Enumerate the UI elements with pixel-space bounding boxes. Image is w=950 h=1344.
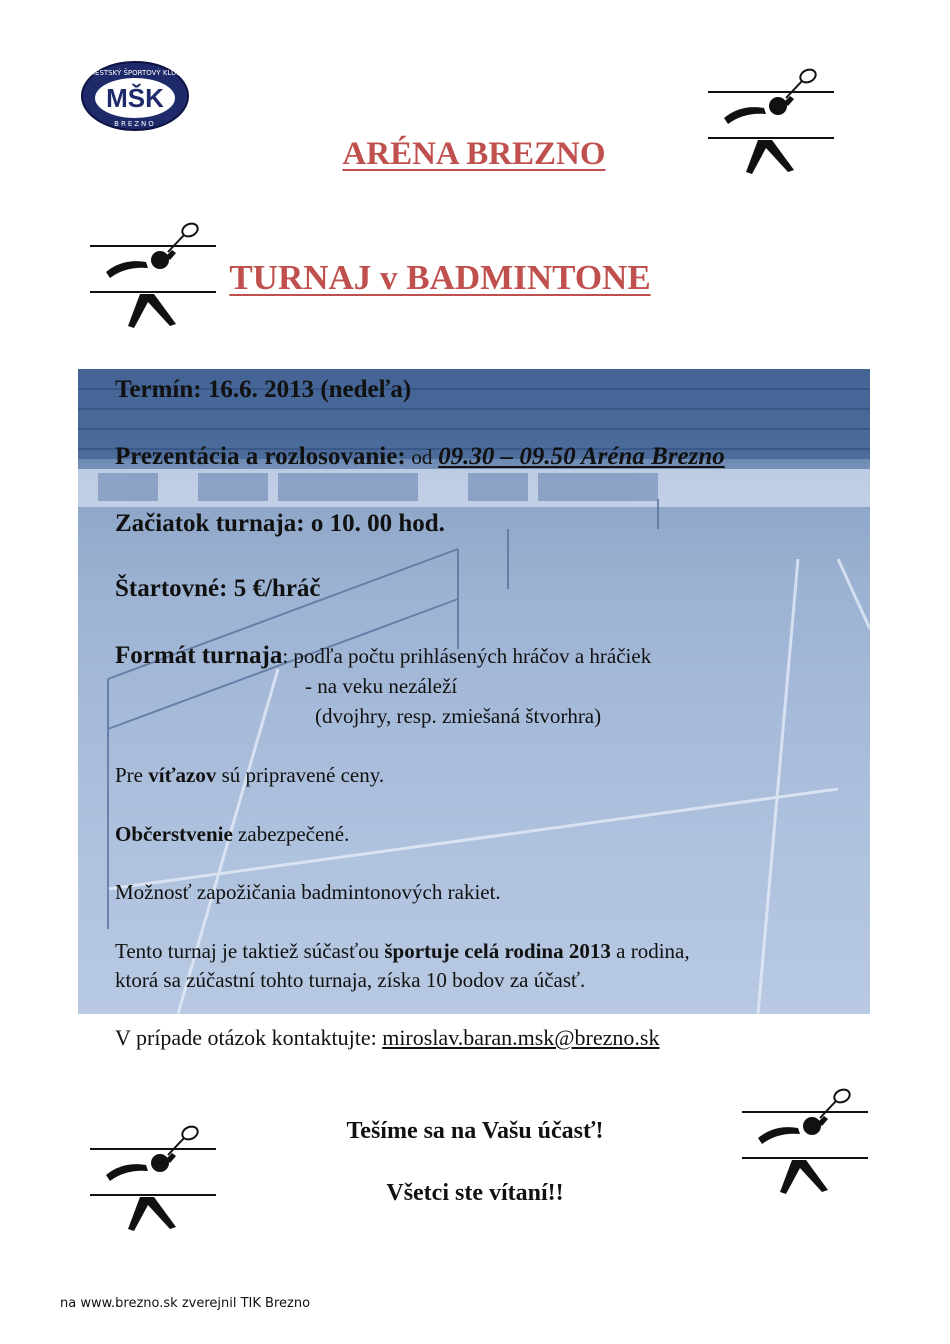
registration-prefix: od [411, 445, 433, 469]
prizes-post: sú pripravené ceny. [221, 763, 385, 787]
date-row [115, 376, 411, 404]
format-line2: - na veku nezáleží [305, 674, 458, 698]
logo-city: BREZNO [114, 120, 156, 128]
start-row [115, 510, 445, 538]
footer-note: na www.brezno.sk zverejnil TIK Brezno [60, 1296, 311, 1311]
fee-label: Štartovné: [115, 575, 228, 602]
badminton-player-icon [706, 68, 836, 178]
logo-arc-text: MESTSKÝ ŠPORTOVÝ KLUB [88, 69, 182, 77]
start-label: Začiatok turnaja: [115, 510, 305, 537]
contact-label: V prípade otázok kontaktujte: [115, 1025, 377, 1050]
family-row-2: ktorá sa zúčastní tohto turnaja, získa 10 bodov za účasť. [115, 968, 586, 992]
format-label: Formát turnaja [115, 642, 283, 669]
prizes-bold: víťazov [148, 763, 217, 787]
registration-label: Prezentácia a rozlosovanie: [115, 443, 406, 470]
registration-row [115, 443, 725, 471]
badminton-player-icon [88, 222, 218, 332]
family-post: a rodina, [616, 939, 690, 963]
format-line1: : podľa počtu prihlásených hráčov a hráčiek [282, 644, 652, 668]
family-bold: športuje celá rodina 2013 [384, 939, 611, 963]
fee-row [115, 575, 321, 603]
fee-value: 5 €/hráč [233, 575, 321, 602]
contact-row [115, 1025, 659, 1051]
date-label: Termín: [115, 376, 202, 403]
event-title: TURNAJ v BADMINTONE [229, 258, 651, 297]
date-value: 16.6. 2013 (nedeľa) [207, 376, 412, 403]
family-pre: Tento turnaj je taktiež súčasťou [115, 939, 380, 963]
refreshment-bold: Občerstvenie [115, 822, 233, 846]
prizes-pre: Pre [115, 763, 143, 787]
format-row [115, 642, 651, 670]
refreshment-post: zabezpečené. [238, 822, 350, 846]
prizes-row [115, 763, 384, 788]
registration-value: 09.30 – 09.50 Aréna Brezno [438, 443, 725, 470]
logo-initials: MŠK [106, 83, 164, 113]
start-value: o 10. 00 hod. [310, 510, 445, 537]
msk-logo [80, 60, 190, 132]
venue-title: ARÉNA BREZNO [342, 136, 606, 172]
closing-line-2: Všetci ste vítaní!! [386, 1180, 564, 1206]
rackets-row: Možnosť zapožičania badmintonových rakiet. [115, 880, 501, 904]
closing-line-1: Tešíme sa na Vašu účasť! [346, 1118, 604, 1144]
format-line3: (dvojhry, resp. zmiešaná štvorhra) [315, 704, 602, 728]
contact-email-link[interactable]: miroslav.baran.msk@brezno.sk [382, 1025, 660, 1050]
family-row [115, 939, 690, 964]
refreshment-row [115, 822, 349, 847]
